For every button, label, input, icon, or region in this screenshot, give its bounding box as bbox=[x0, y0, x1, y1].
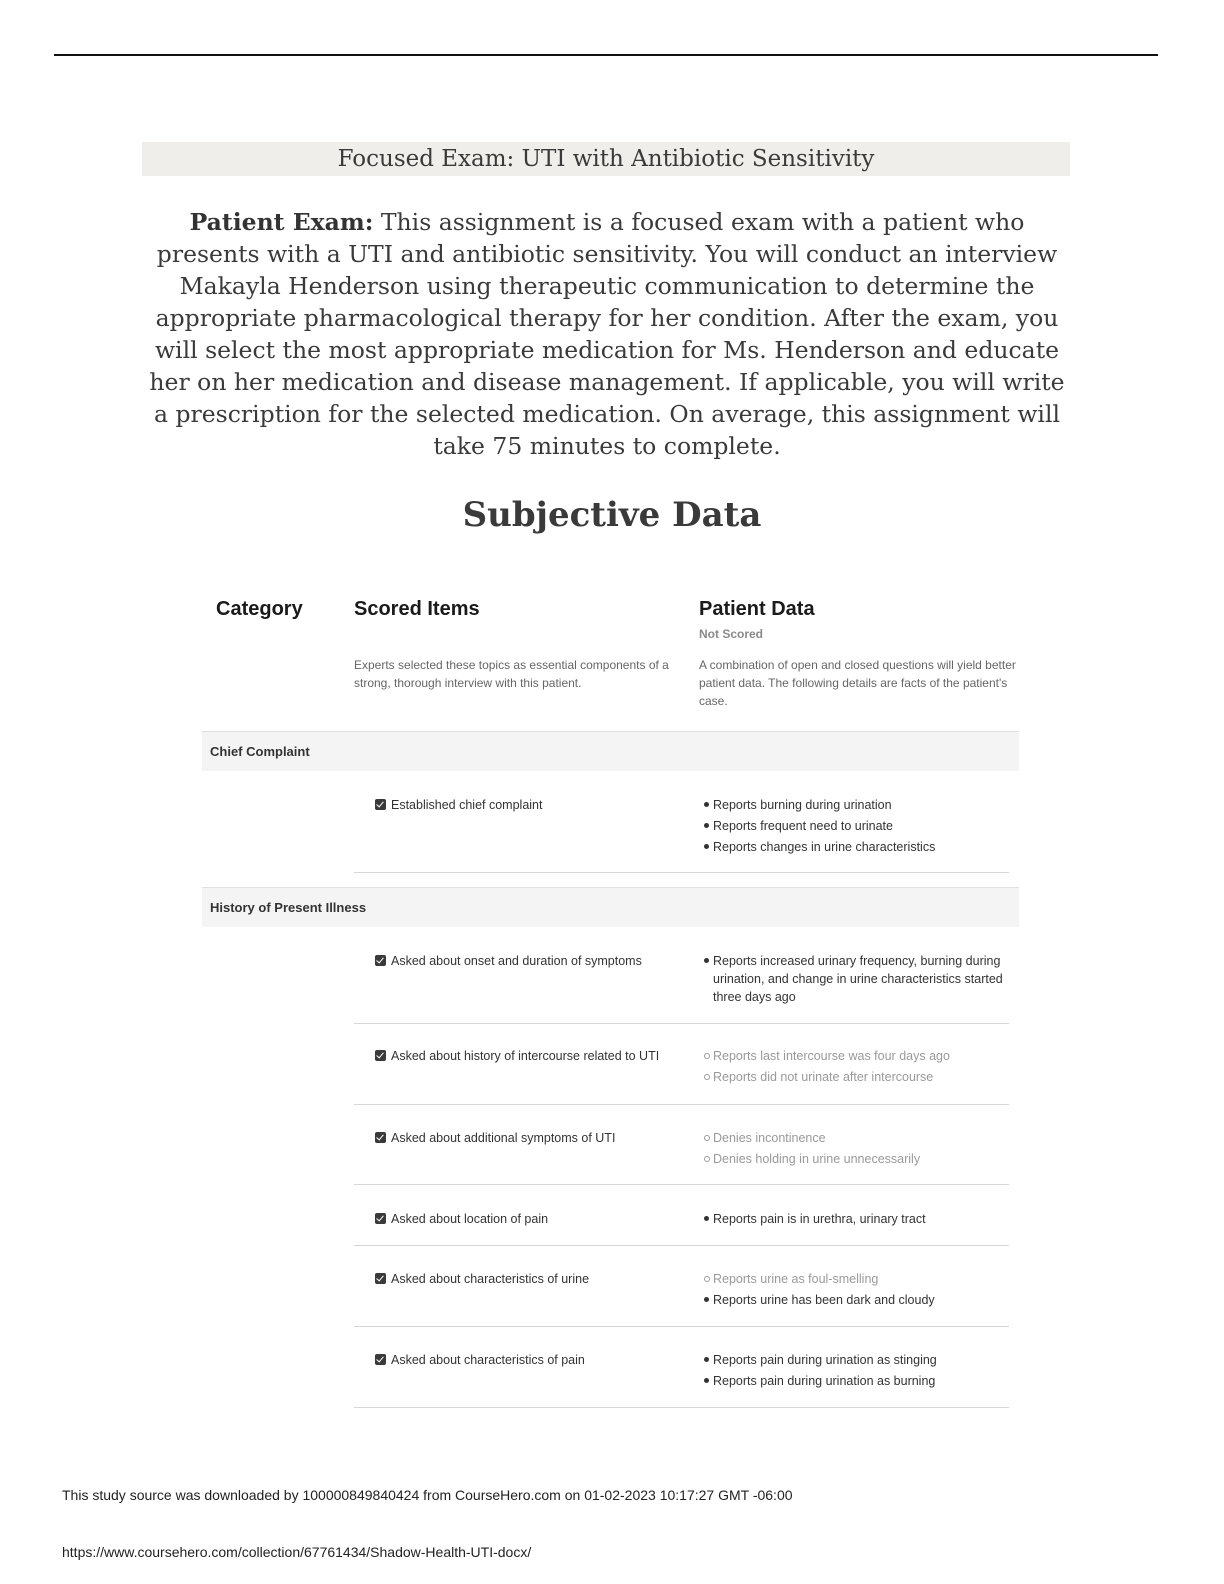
table-row bbox=[354, 952, 1009, 1024]
checkbox-checked-icon bbox=[375, 1213, 386, 1224]
checkbox-checked-icon bbox=[375, 955, 386, 966]
source-note: This study source was downloaded by 100000849840424 from CourseHero.com on 01-02-2023 10:17:27 GMT -06:00 bbox=[62, 1487, 793, 1503]
scored-item: Asked about characteristics of urine bbox=[375, 1270, 589, 1288]
source-url[interactable]: https://www.coursehero.com/collection/67761434/Shadow-Health-UTI-docx/ bbox=[62, 1544, 532, 1560]
fact-item-missed: Denies incontinence bbox=[703, 1129, 1003, 1147]
section-title: Subjective Data bbox=[462, 495, 762, 535]
fact-item: Reports urine has been dark and cloudy bbox=[703, 1291, 1003, 1309]
scored-items-description: Experts selected these topics as essential components of a strong, thorough interview with this patient. bbox=[354, 658, 669, 690]
category-history-of-present-illness: History of Present Illness bbox=[202, 887, 1019, 927]
scored-item: Asked about additional symptoms of UTI bbox=[375, 1129, 615, 1147]
scored-item: Established chief complaint bbox=[375, 796, 542, 814]
fact-item: Reports pain is in urethra, urinary tract bbox=[703, 1210, 1003, 1228]
checkbox-checked-icon bbox=[375, 1132, 386, 1143]
table-row bbox=[354, 1270, 1009, 1327]
scored-item: Asked about location of pain bbox=[375, 1210, 548, 1228]
fact-list bbox=[703, 1047, 1003, 1089]
checkbox-checked-icon bbox=[375, 1050, 386, 1061]
intro-body: This assignment is a focused exam with a patient who presents with a UTI and antibiotic sensitivity. You will conduct an interview Makayla Henderson using therapeutic communication to determine the appropriate pharmacological therapy for her condition. After the exam, you will select the most appropriate medication for Ms. Henderson and educate her on her medication and disease management. If applicable, you will write a prescription for the selected medication. On average, this assignment will take 75 minutes to complete. bbox=[149, 208, 1065, 460]
fact-list bbox=[703, 1210, 1003, 1231]
fact-list bbox=[703, 952, 1003, 1009]
scored-item: Asked about history of intercourse related to UTI bbox=[375, 1047, 659, 1065]
intro-paragraph bbox=[142, 206, 1072, 462]
document-title: Focused Exam: UTI with Antibiotic Sensitivity bbox=[142, 142, 1070, 176]
table-row bbox=[354, 1047, 1009, 1105]
column-header-patient-data: Patient Data bbox=[699, 598, 815, 620]
column-header-category: Category bbox=[216, 598, 303, 620]
table-row bbox=[354, 796, 1009, 873]
fact-item: Reports changes in urine characteristics bbox=[703, 838, 1003, 856]
fact-item: Reports burning during urination bbox=[703, 796, 1003, 814]
patient-data-description: A combination of open and closed questions will yield better patient data. The following details are facts of the patient's case. bbox=[699, 658, 1016, 708]
top-rule bbox=[54, 54, 1158, 56]
intro-lead: Patient Exam: bbox=[189, 208, 374, 236]
fact-list bbox=[703, 796, 1003, 859]
fact-item-missed: Reports urine as foul-smelling bbox=[703, 1270, 1003, 1288]
table-row bbox=[354, 1129, 1009, 1185]
checkbox-checked-icon bbox=[375, 1354, 386, 1365]
fact-item: Reports pain during urination as burning bbox=[703, 1372, 1003, 1390]
checkbox-checked-icon bbox=[375, 1273, 386, 1284]
fact-item: Reports frequent need to urinate bbox=[703, 817, 1003, 835]
fact-item-missed: Reports did not urinate after intercourse bbox=[703, 1068, 1003, 1086]
table-row bbox=[354, 1351, 1009, 1408]
fact-item: Reports increased urinary frequency, burning during urination, and change in urine characteristics started three days ago bbox=[703, 952, 1003, 1006]
scored-item: Asked about characteristics of pain bbox=[375, 1351, 585, 1369]
scored-item: Asked about onset and duration of symptoms bbox=[375, 952, 642, 970]
column-header-scored-items: Scored Items bbox=[354, 598, 480, 620]
not-scored-label: Not Scored bbox=[699, 627, 764, 641]
fact-list bbox=[703, 1129, 1003, 1171]
fact-item-missed: Denies holding in urine unnecessarily bbox=[703, 1150, 1003, 1168]
table-row bbox=[354, 1210, 1009, 1246]
fact-item: Reports pain during urination as stinging bbox=[703, 1351, 1003, 1369]
category-chief-complaint: Chief Complaint bbox=[202, 731, 1019, 771]
fact-list bbox=[703, 1351, 1003, 1393]
fact-item-missed: Reports last intercourse was four days ago bbox=[703, 1047, 1003, 1065]
fact-list bbox=[703, 1270, 1003, 1312]
checkbox-checked-icon bbox=[375, 799, 386, 810]
